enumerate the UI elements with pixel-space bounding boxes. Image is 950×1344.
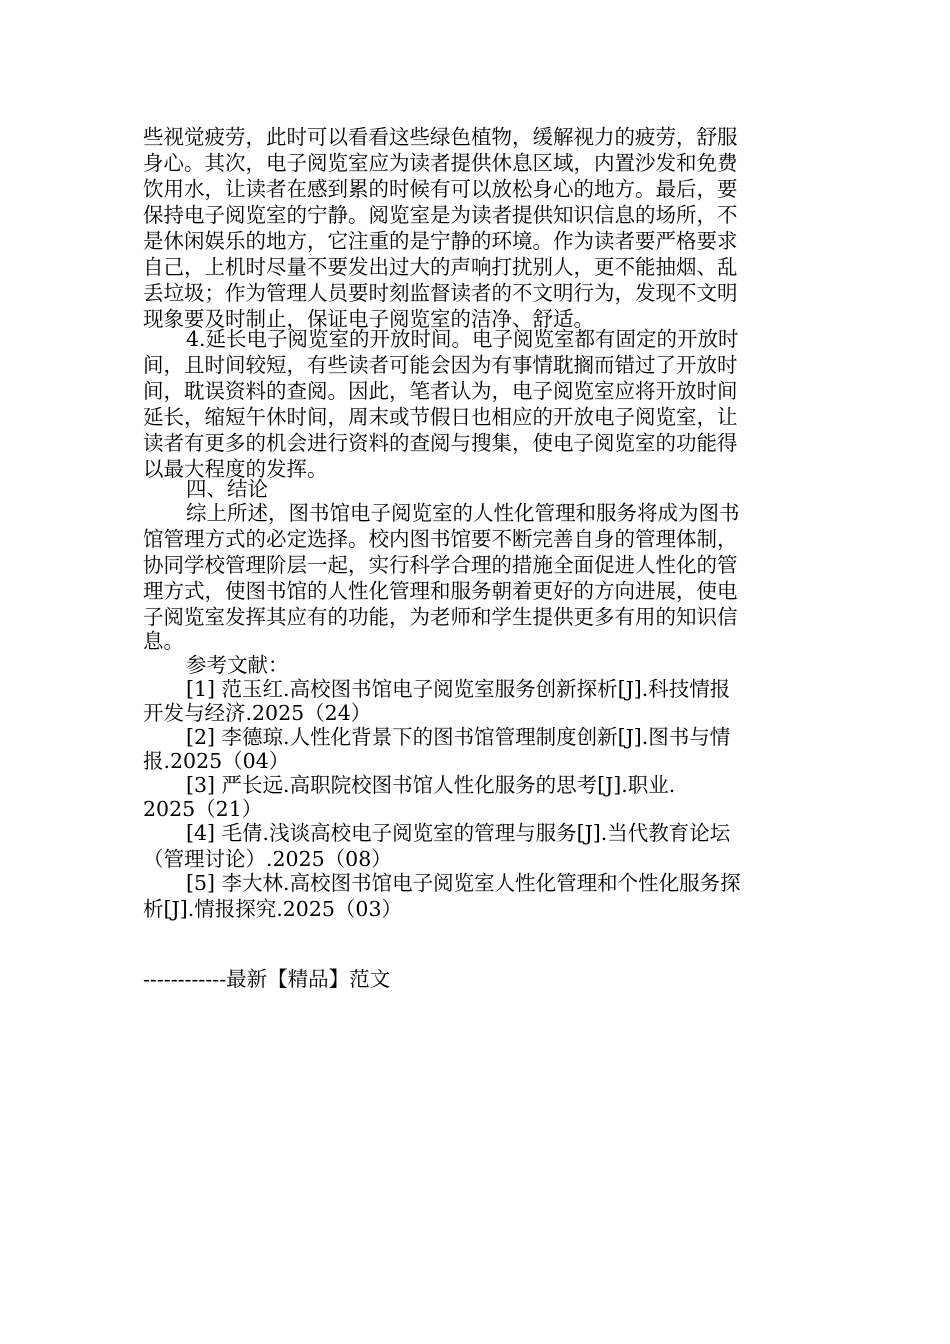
section-heading: 四、结论: [186, 477, 268, 501]
paragraph-line: 延长，缩短午休时间，周末或节假日也相应的开放电子阅览室，让: [143, 405, 738, 429]
paragraph-line: 馆管理方式的必定选择。校内图书馆要不断完善自身的管理体制，: [143, 527, 738, 551]
paragraph-line: 间，且时间较短，有些读者可能会因为有事情耽搁而错过了开放时: [143, 353, 738, 377]
paragraph-line: 间，耽误资料的查阅。因此，笔者认为，电子阅览室应将开放时间: [143, 379, 738, 403]
paragraph-line: 保持电子阅览室的宁静。阅览室是为读者提供知识信息的场所，不: [143, 203, 738, 227]
reference-item: [5] 李大林.高校图书馆电子阅览室人性化管理和个性化服务探: [186, 871, 741, 895]
reference-item: 析[J].情报探究.2025（03）: [143, 897, 403, 921]
paragraph-line: 4.延长电子阅览室的开放时间。电子阅览室都有固定的开放时: [186, 327, 739, 351]
paragraph-line: 些视觉疲劳，此时可以看看这些绿色植物，缓解视力的疲劳，舒服: [143, 125, 738, 149]
paragraph-line: 丢垃圾；作为管理人员要时刻监督读者的不文明行为，发现不文明: [143, 281, 738, 305]
paragraph-line: 息。: [143, 629, 184, 653]
paragraph-line: 综上所述，图书馆电子阅览室的人性化管理和服务将成为图书: [186, 501, 740, 525]
paragraph-line: 身心。其次，电子阅览室应为读者提供休息区域，内置沙发和免费: [143, 151, 738, 175]
reference-item: [2] 李德琼.人性化背景下的图书馆管理制度创新[J].图书与情: [186, 725, 731, 749]
paragraph-line: 饮用水，让读者在感到累的时候有可以放松身心的地方。最后，要: [143, 177, 738, 201]
paragraph-line: 是休闲娱乐的地方，它注重的是宁静的环境。作为读者要严格要求: [143, 229, 738, 253]
footer-text: ------------最新【精品】范文: [143, 967, 391, 991]
reference-item: 报.2025（04）: [143, 749, 290, 773]
paragraph-line: 协同学校管理阶层一起，实行科学合理的措施全面促进人性化的管: [143, 553, 738, 577]
reference-item: [1] 范玉红.高校图书馆电子阅览室服务创新探析[J].科技情报: [186, 677, 731, 701]
reference-item: [3] 严长远.高职院校图书馆人性化服务的思考[J].职业.: [186, 773, 676, 797]
paragraph-line: 自己，上机时尽量不要发出过大的声响打扰别人，更不能抽烟、乱: [143, 255, 738, 279]
paragraph-line: 以最大程度的发挥。: [143, 457, 328, 481]
reference-item: （管理讨论）.2025（08）: [143, 847, 392, 871]
reference-item: 2025（21）: [143, 797, 263, 821]
reference-item: [4] 毛倩.浅谈高校电子阅览室的管理与服务[J].当代教育论坛: [186, 821, 731, 845]
paragraph-line: 理方式，使图书馆的人性化管理和服务朝着更好的方向进展，使电: [143, 579, 738, 603]
paragraph-line: 子阅览室发挥其应有的功能，为老师和学生提供更多有用的知识信: [143, 605, 738, 629]
references-heading: 参考文献：: [186, 653, 289, 677]
paragraph-line: 现象要及时制止，保证电子阅览室的洁净、舒适。: [143, 307, 594, 331]
paragraph-line: 读者有更多的机会进行资料的查阅与搜集，使电子阅览室的功能得: [143, 431, 738, 455]
reference-item: 开发与经济.2025（24）: [143, 701, 372, 725]
